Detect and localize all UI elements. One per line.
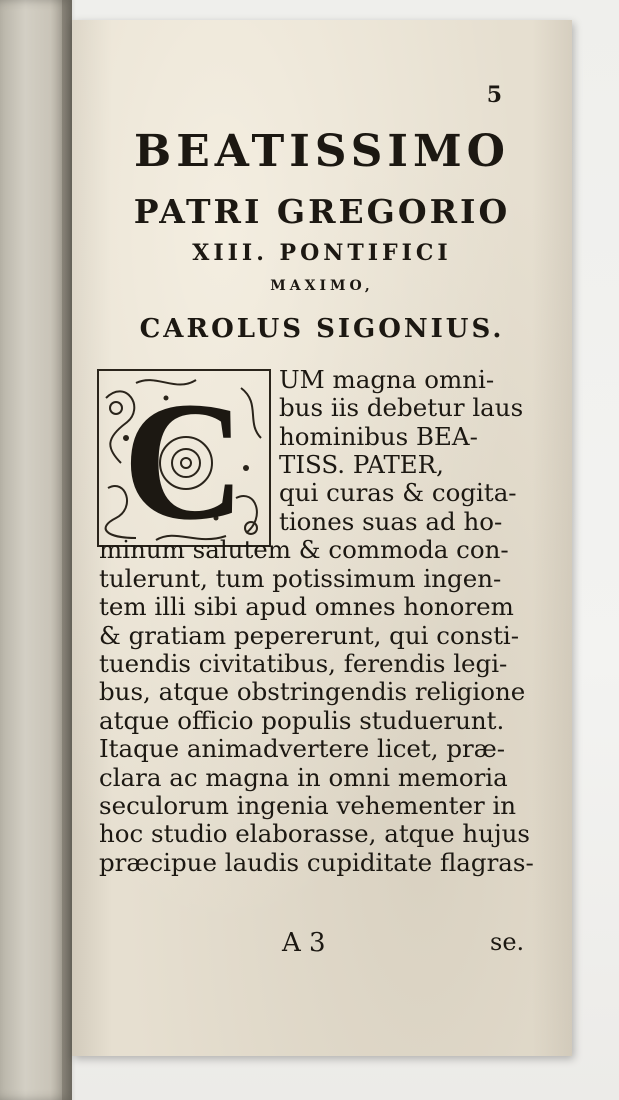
book-page [72, 20, 572, 1056]
body-line-18: præcipue laudis cupiditate flagras- [99, 848, 534, 877]
body-line-6: tiones suas ad ho- [279, 507, 503, 536]
body-line-17: hoc studio elaborasse, atque hujus [99, 819, 530, 848]
heading-line-4: MAXIMO, [270, 278, 374, 294]
heading-line-3: XIII. PONTIFICI [192, 240, 452, 266]
body-line-12: bus, atque obstringendis religione [99, 677, 526, 706]
signature-mark: A 3 [282, 928, 326, 958]
body-line-7: minum salutem & commoda con- [99, 535, 509, 564]
body-line-9: tem illi sibi apud omnes honorem [99, 592, 514, 621]
heading-line-5: CAROLUS SIGONIUS. [139, 314, 505, 344]
body-line-8: tulerunt, tum potissimum ingen- [99, 564, 502, 593]
body-line-3: hominibus BEA- [279, 422, 478, 451]
body-line-10: & gratiam pepererunt, qui consti- [99, 621, 520, 650]
heading-line-2: PATRI GREGORIO [133, 192, 511, 231]
body-line-13: atque officio populis studuerunt. [99, 706, 505, 735]
heading-line-1: BEATISSIMO [134, 126, 510, 177]
body-line-11: tuendis civitatibus, ferendis legi- [99, 649, 508, 678]
body-line-4: TISS. PATER, [279, 450, 444, 479]
decorated-initial-c [96, 368, 272, 550]
catchword: se. [490, 928, 525, 956]
body-line-5: qui curas & cogita- [279, 478, 517, 507]
page-number: 5 [486, 82, 502, 108]
body-line-16: seculorum ingenia vehementer in [99, 791, 517, 820]
body-line-2: bus iis debetur laus [279, 393, 524, 422]
svg-text:C: C [122, 368, 246, 550]
body-line-14: Itaque animadvertere licet, præ- [99, 734, 506, 763]
body-line-15: clara ac magna in omni memoria [99, 763, 508, 792]
body-line-1: UM magna omni- [279, 365, 495, 394]
